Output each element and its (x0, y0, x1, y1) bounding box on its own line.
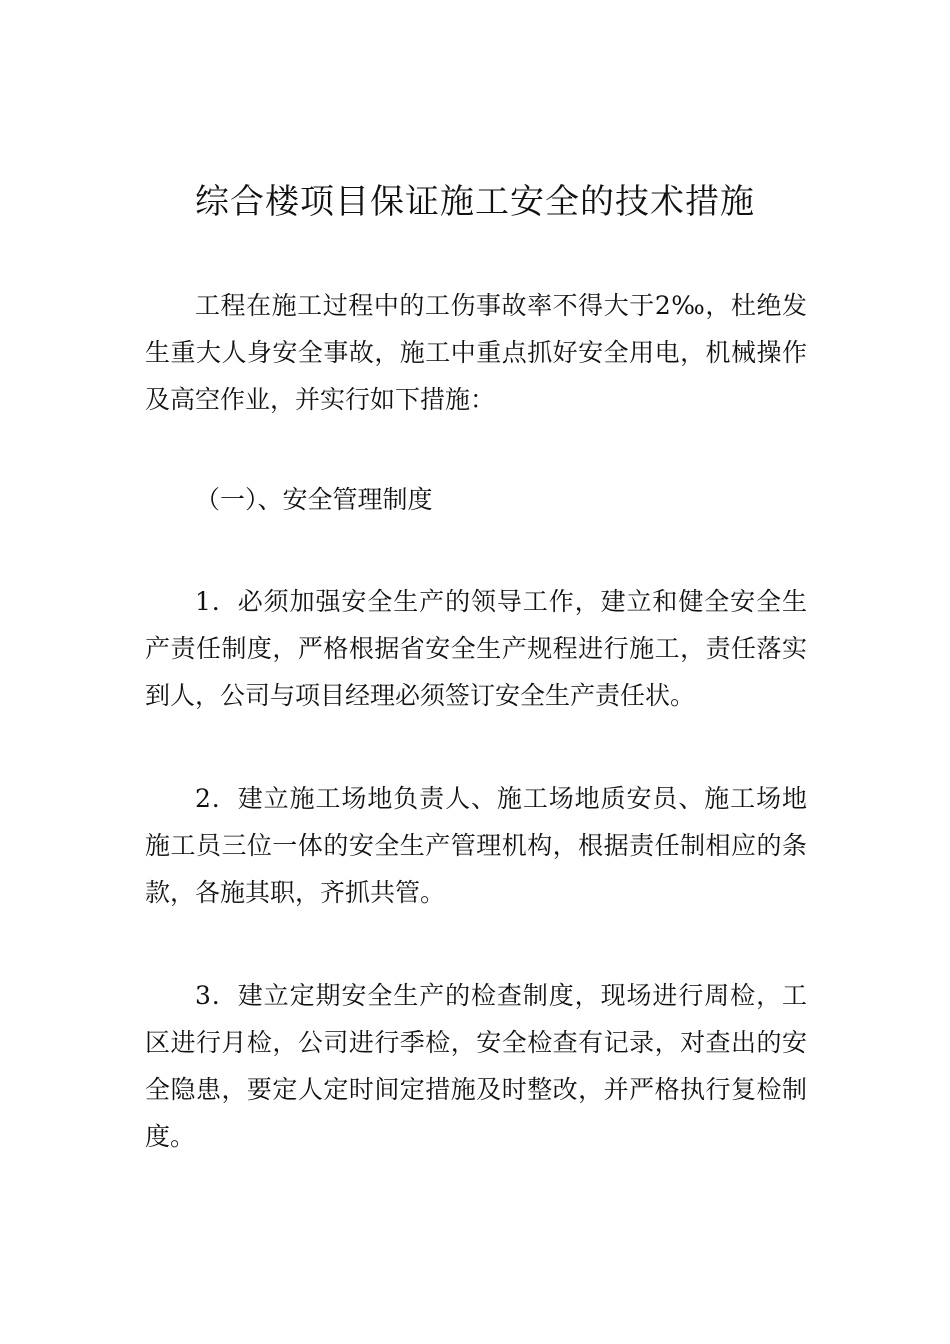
section-heading-safety-management: （一）、安全管理制度 (195, 485, 433, 514)
section-item-1: 1．必须加强安全生产的领导工作，建立和健全安全生产责任制度，严格根据省安全生产规程进行施工，责任落实到人，公司与项目经理必须签订安全生产责任状。 (145, 587, 807, 710)
intro-paragraph: 工程在施工过程中的工伤事故率不得大于2‰，杜绝发生重大人身安全事故，施工中重点抓好安全用电，机械操作及高空作业，并实行如下措施： (145, 291, 807, 414)
section-item-2: 2．建立施工场地负责人、施工场地质安员、施工场地施工员三位一体的安全生产管理机构，根据责任制相应的条款，各施其职，齐抓共管。 (145, 784, 807, 907)
section-item-3: 3．建立定期安全生产的检查制度，现场进行周检，工区进行月检，公司进行季检，安全检查有记录，对查出的安全隐患，要定人定时间定措施及时整改，并严格执行复检制度。 (145, 981, 807, 1151)
document-title: 综合楼项目保证施工安全的技术措施 (195, 182, 755, 222)
